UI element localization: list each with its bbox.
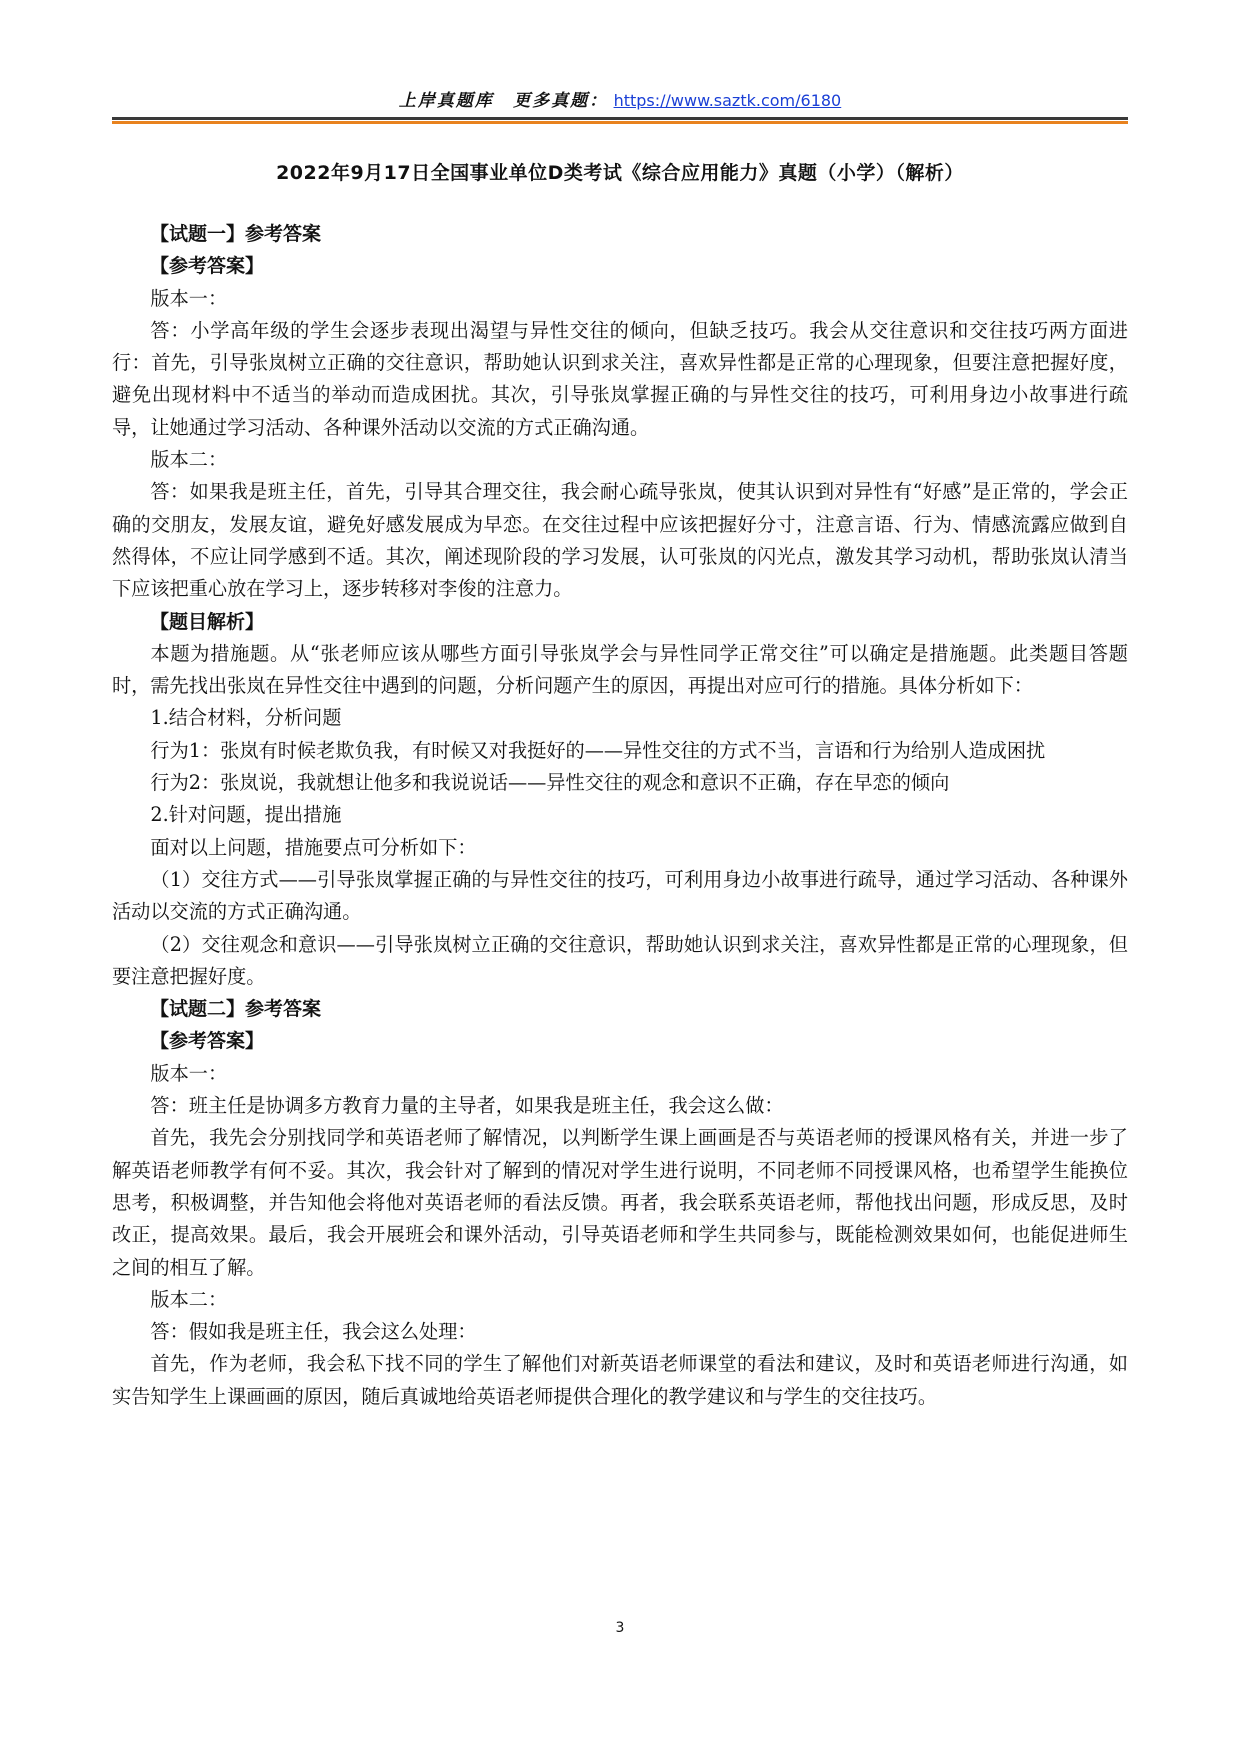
body-paragraph: 行为1：张岚有时候老欺负我，有时候又对我挺好的——异性交往的方式不当，言语和行为给别人造成困扰 xyxy=(150,738,1046,762)
body-paragraph: 2.针对问题，提出措施 xyxy=(150,803,342,827)
header-rule-dark xyxy=(112,117,1128,120)
brand-name: 上岸真题库 xyxy=(398,91,494,111)
body-paragraph: 本题为措施题。从“张老师应该从哪些方面引导张岚学会与异性同学正常交往”可以确定是措施题。此类题目答题时，需先找出张岚在异性交往中遇到的问题，分析问题产生的原因，再提出对应可行的措施。具体分析如下： xyxy=(112,641,1128,698)
body-paragraph: 版本一： xyxy=(150,286,228,310)
body-paragraph: 答：班主任是协调多方教育力量的主导者，如果我是班主任，我会这么做： xyxy=(150,1094,784,1118)
body-paragraph: 1.结合材料，分析问题 xyxy=(150,706,342,730)
body-paragraph: 答：如果我是班主任，首先，引导其合理交往，我会耐心疏导张岚，使其认识到对异性有“好感”是正常的，学会正确的交朋友，发展友谊，避免好感发展成为早恋。在交往过程中应该把握好分寸，注意言语、行为、情感流露应做到自然得体，不应让同学感到不适。其次，阐述现阶段的学习发展，认可张岚的闪光点，激发其学习动机，帮助张岚认清当下应该把重心放在学习上，逐步转移对李俊的注意力。 xyxy=(112,480,1128,601)
body-paragraph: 行为2：张岚说，我就想让他多和我说说话——异性交往的观念和意识不正确，存在早恋的倾向 xyxy=(150,771,950,795)
body-paragraph: 版本二： xyxy=(150,1287,228,1311)
body-paragraph: 答：假如我是班主任，我会这么处理： xyxy=(150,1320,477,1344)
more-label: 更多真题： xyxy=(513,91,609,111)
site-link[interactable]: https://www.saztk.com/6180 xyxy=(613,91,842,110)
section-heading: 【试题二】参考答案 xyxy=(150,998,322,1021)
section-heading: 【参考答案】 xyxy=(150,255,265,278)
document-title: 2022年9月17日全国事业单位D类考试《综合应用能力》真题（小学）（解析） xyxy=(276,162,964,184)
section-heading: 【参考答案】 xyxy=(150,1030,265,1053)
body-paragraph: （2）交往观念和意识——引导张岚树立正确的交往意识，帮助她认识到求关注，喜欢异性都是正常的心理现象，但要注意把握好度。 xyxy=(112,932,1128,988)
section-heading: 【试题一】参考答案 xyxy=(150,223,322,245)
document-body xyxy=(112,218,1128,1413)
page-number: 3 xyxy=(615,1620,625,1636)
body-paragraph: 版本二： xyxy=(150,448,228,472)
body-paragraph: 首先，我先会分别找同学和英语老师了解情况，以判断学生课上画画是否与英语老师的授课风格有关，并进一步了解英语老师教学有何不妥。其次，我会针对了解到的情况对学生进行说明，不同老师不同授课风格，也希望学生能换位思考，积极调整，并告知他会将他对英语老师的看法反馈。再者，我会联系英语老师，帮他找出问题，形成反思，及时改正，提高效果。最后，我会开展班会和课外活动，引导英语老师和学生共同参与，既能检测效果如何，也能促进师生之间的相互了解。 xyxy=(112,1126,1128,1279)
body-paragraph: 答：小学高年级的学生会逐步表现出渴望与异性交往的倾向，但缺乏技巧。我会从交往意识和交往技巧两方面进行：首先，引导张岚树立正确的交往意识，帮助她认识到求关注，喜欢异性都是正常的心理现象，但要注意把握好度，避免出现材料中不适当的举动而造成困扰。其次，引导张岚掌握正确的与异性交往的技巧，可利用身边小故事进行疏导，让她通过学习活动、各种课外活动以交流的方式正确沟通。 xyxy=(112,318,1128,439)
body-paragraph: （1）交往方式——引导张岚掌握正确的与异性交往的技巧，可利用身边小故事进行疏导，通过学习活动、各种课外活动以交流的方式正确沟通。 xyxy=(112,867,1128,924)
header-rule-orange xyxy=(112,121,1128,124)
page-header xyxy=(0,90,1240,112)
body-paragraph: 面对以上问题，措施要点可分析如下： xyxy=(150,835,477,859)
body-paragraph: 版本一： xyxy=(150,1061,228,1085)
section-heading: 【题目解析】 xyxy=(150,610,265,633)
body-paragraph: 首先，作为老师，我会私下找不同的学生了解他们对新英语老师课堂的看法和建议，及时和英语老师进行沟通，如实告知学生上课画画的原因，随后真诚地给英语老师提供合理化的教学建议和与学生的交往技巧。 xyxy=(112,1352,1128,1408)
